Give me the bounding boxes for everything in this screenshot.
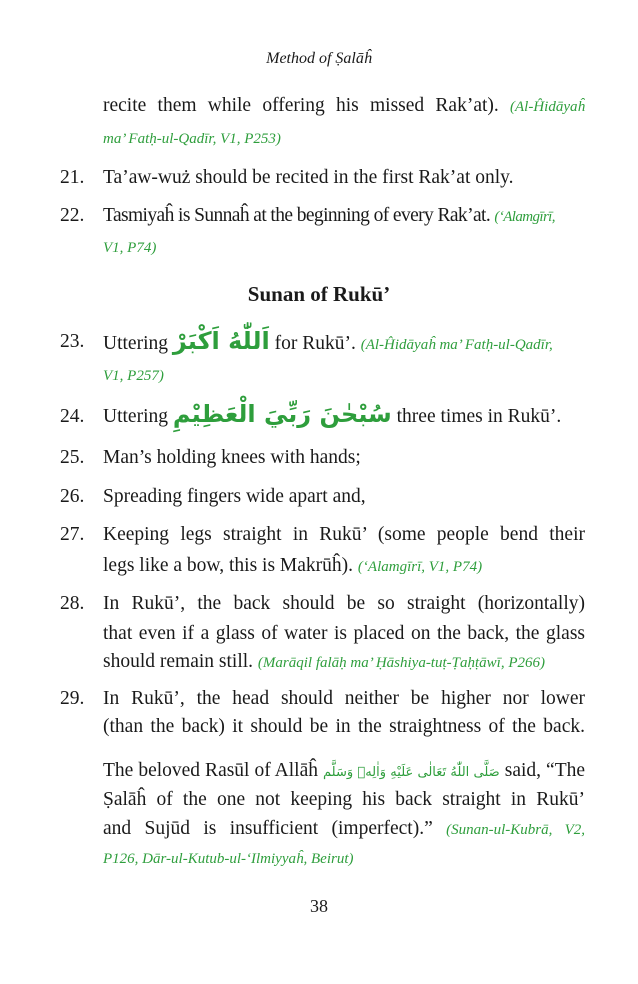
- arabic-tasbih: سُبْحٰنَ رَبِّيَ الْعَظِيْمِ: [172, 400, 392, 428]
- citation: (Marāqil falāḥ ma’ Ḥāshiya-tuṭ-Ṭaḥṭāwī, P266): [257, 655, 545, 671]
- item-number: 29.: [60, 688, 85, 709]
- item-number: 23.: [60, 331, 85, 352]
- page-number: 38: [310, 896, 328, 916]
- item-28-line-3: [103, 651, 545, 673]
- hadith-line-1: [103, 760, 585, 782]
- arabic-salutation: صَلَّى اللّٰهُ تَعَالٰى عَلَيْهِ وَاٰلِهٖ وَسَلَّم: [323, 765, 500, 780]
- continuation-line-2: [103, 127, 281, 149]
- hadith-pre: The beloved Rasūl of Allāĥ: [103, 760, 318, 781]
- item-24-line: [103, 400, 561, 428]
- hadith-line-3: [103, 818, 585, 840]
- item-22-line-2: [103, 236, 156, 258]
- item-number: 22.: [60, 205, 85, 226]
- item-25-text: Man’s holding knees with hands;: [103, 447, 361, 468]
- item-29-line-1: In Rukū’, the head should neither be higher nor lower: [103, 688, 585, 709]
- item-27-text: legs like a bow, this is Makrūĥ).: [103, 555, 354, 576]
- item-27-line-1: Keeping legs straight in Rukū’ (some people bend their: [103, 524, 585, 545]
- citation: ma’ Fatḥ-ul-Qadīr, V1, P253): [103, 131, 281, 147]
- item-27-line-2: [103, 555, 482, 577]
- section-heading: Sunan of Rukū’: [247, 282, 391, 306]
- citation: (‘Alamgīrī, V1, P74): [357, 559, 483, 575]
- item-number: 21.: [60, 167, 85, 188]
- running-header: Method of Ṣalāĥ: [266, 50, 372, 67]
- citation: V1, P74): [103, 240, 157, 256]
- hadith-text: and Sujūd is insufficient (imperfect).”: [103, 818, 433, 839]
- item-28-line-1: In Rukū’, the back should be so straight (horizontally): [103, 593, 585, 614]
- item-number: 27.: [60, 524, 85, 545]
- citation: V1, P257): [103, 368, 164, 384]
- item-29-line-2: (than the back) it should be in the straightness of the back.: [103, 716, 585, 737]
- item-22-line-1: [103, 205, 555, 227]
- citation: (Al-Ĥidāyaĥ: [510, 99, 585, 115]
- item-number: 26.: [60, 486, 85, 507]
- item-22-text: Tasmiyaĥ is Sunnaĥ at the beginning of every Rak’at.: [103, 205, 491, 226]
- hadith-line-2: Ṣalāĥ of the one not keeping his back straight in Rukū’: [103, 789, 585, 810]
- item-23-pre: Uttering: [103, 333, 168, 354]
- item-number: 24.: [60, 406, 85, 427]
- item-28-text: should remain still.: [103, 651, 254, 672]
- citation: (Sunan-ul-Kubrā, V2,: [446, 822, 585, 838]
- item-26-text: Spreading fingers wide apart and,: [103, 486, 366, 507]
- item-21-text: Ta’aw-wuż should be recited in the first Rak’at only.: [103, 167, 514, 188]
- item-number: 25.: [60, 447, 85, 468]
- arabic-takbir: اَللّٰهُ اَكْبَرْ: [172, 327, 270, 355]
- hadith-line-4: [103, 847, 353, 869]
- continuation-line-1: [103, 95, 585, 117]
- item-number: 28.: [60, 593, 85, 614]
- citation: (Al-Ĥidāyaĥ ma’ Fatḥ-ul-Qadīr,: [360, 337, 553, 353]
- hadith-post: said, “The: [504, 760, 586, 781]
- continuation-text: recite them while offering his missed Rak’at).: [103, 95, 499, 116]
- item-24-pre: Uttering: [103, 406, 168, 427]
- item-28-line-2: that even if a glass of water is placed on the back, the glass: [103, 623, 585, 644]
- item-24-post: three times in Rukū’.: [396, 406, 562, 427]
- citation: (‘Alamgīrī,: [494, 209, 555, 225]
- item-23-post: for Rukū’.: [274, 333, 356, 354]
- item-23-line-1: [103, 327, 553, 355]
- item-23-line-2: [103, 364, 164, 386]
- citation: P126, Dār-ul-Kutub-ul-‘Ilmiyyaĥ, Beirut): [103, 851, 354, 867]
